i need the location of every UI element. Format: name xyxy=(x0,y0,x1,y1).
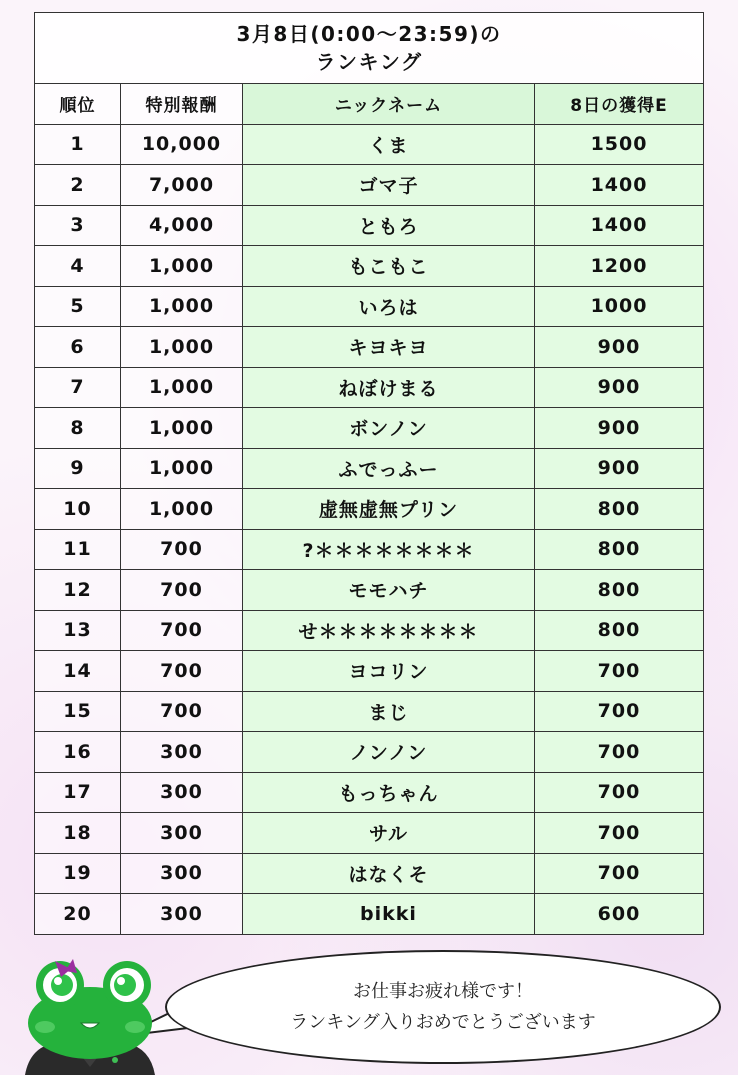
cell-nickname: サル xyxy=(243,813,535,854)
cell-rank: 20 xyxy=(35,894,121,935)
cell-nickname: ふでっふー xyxy=(243,448,535,489)
title-line-2: ランキング xyxy=(315,50,423,74)
title-line-1: 3月8日(0:00～23:59)の xyxy=(236,22,502,46)
table-row xyxy=(35,894,704,935)
cell-earned: 900 xyxy=(535,367,704,408)
cell-nickname: bikki xyxy=(243,894,535,935)
cell-earned: 1500 xyxy=(535,124,704,165)
table-row xyxy=(35,772,704,813)
cell-rank: 2 xyxy=(35,165,121,206)
cell-earned: 700 xyxy=(535,772,704,813)
frog-mascot-icon xyxy=(15,955,165,1075)
cell-earned: 800 xyxy=(535,489,704,530)
cell-earned: 1400 xyxy=(535,165,704,206)
cell-earned: 900 xyxy=(535,448,704,489)
cell-reward: 700 xyxy=(121,610,243,651)
cell-rank: 9 xyxy=(35,448,121,489)
header-nickname: ニックネーム xyxy=(243,84,535,125)
table-row xyxy=(35,732,704,773)
cell-earned: 700 xyxy=(535,732,704,773)
cell-rank: 16 xyxy=(35,732,121,773)
table-row xyxy=(35,853,704,894)
cell-rank: 10 xyxy=(35,489,121,530)
cell-nickname: ノンノン xyxy=(243,732,535,773)
cell-earned: 700 xyxy=(535,813,704,854)
table-row xyxy=(35,367,704,408)
cell-earned: 700 xyxy=(535,691,704,732)
message-line-1: お仕事お疲れ様です！ xyxy=(353,981,533,1002)
table-row xyxy=(35,165,704,206)
cell-nickname: ヨコリン xyxy=(243,651,535,692)
cell-reward: 4,000 xyxy=(121,205,243,246)
cell-rank: 13 xyxy=(35,610,121,651)
cell-nickname: モモハチ xyxy=(243,570,535,611)
cell-nickname: ねぼけまる xyxy=(243,367,535,408)
cell-rank: 11 xyxy=(35,529,121,570)
cell-earned: 1400 xyxy=(535,205,704,246)
cell-earned: 700 xyxy=(535,853,704,894)
cell-nickname: 虚無虚無プリン xyxy=(243,489,535,530)
ranking-table xyxy=(34,12,704,935)
cell-nickname: まじ xyxy=(243,691,535,732)
header-row xyxy=(35,84,704,125)
cell-rank: 8 xyxy=(35,408,121,449)
cell-reward: 300 xyxy=(121,732,243,773)
cell-reward: 1,000 xyxy=(121,448,243,489)
cell-rank: 17 xyxy=(35,772,121,813)
cell-reward: 300 xyxy=(121,813,243,854)
cell-reward: 700 xyxy=(121,691,243,732)
cell-earned: 800 xyxy=(535,610,704,651)
cell-reward: 700 xyxy=(121,570,243,611)
table-title xyxy=(35,13,704,84)
cell-nickname: くま xyxy=(243,124,535,165)
header-rank: 順位 xyxy=(35,84,121,125)
cell-rank: 5 xyxy=(35,286,121,327)
ranking-body xyxy=(35,124,704,934)
cell-earned: 800 xyxy=(535,529,704,570)
table-row xyxy=(35,327,704,368)
table-row xyxy=(35,205,704,246)
cell-earned: 700 xyxy=(535,651,704,692)
cell-reward: 300 xyxy=(121,772,243,813)
cell-reward: 1,000 xyxy=(121,489,243,530)
cell-rank: 4 xyxy=(35,246,121,287)
cell-rank: 12 xyxy=(35,570,121,611)
cell-earned: 1000 xyxy=(535,286,704,327)
cell-earned: 1200 xyxy=(535,246,704,287)
table-row xyxy=(35,448,704,489)
cell-nickname: もっちゃん xyxy=(243,772,535,813)
table-row xyxy=(35,610,704,651)
cell-rank: 6 xyxy=(35,327,121,368)
cell-reward: 7,000 xyxy=(121,165,243,206)
cell-nickname: いろは xyxy=(243,286,535,327)
cell-nickname: もこもこ xyxy=(243,246,535,287)
table-row xyxy=(35,124,704,165)
cell-rank: 1 xyxy=(35,124,121,165)
cell-nickname: キヨキヨ xyxy=(243,327,535,368)
cell-reward: 1,000 xyxy=(121,367,243,408)
cell-rank: 14 xyxy=(35,651,121,692)
table-row xyxy=(35,691,704,732)
cell-nickname: ゴマ子 xyxy=(243,165,535,206)
table-row xyxy=(35,408,704,449)
cell-rank: 7 xyxy=(35,367,121,408)
table-row xyxy=(35,529,704,570)
cell-nickname: ともろ xyxy=(243,205,535,246)
table-row xyxy=(35,489,704,530)
table-row xyxy=(35,651,704,692)
cell-earned: 900 xyxy=(535,327,704,368)
cell-reward: 700 xyxy=(121,529,243,570)
cell-rank: 15 xyxy=(35,691,121,732)
table-row xyxy=(35,246,704,287)
header-earned: 8日の獲得E xyxy=(535,84,704,125)
cell-reward: 1,000 xyxy=(121,286,243,327)
cell-reward: 300 xyxy=(121,894,243,935)
cell-reward: 700 xyxy=(121,651,243,692)
cell-reward: 1,000 xyxy=(121,408,243,449)
message-line-2: ランキング入りおめでとうございます xyxy=(290,1012,596,1033)
table-row xyxy=(35,286,704,327)
header-reward: 特別報酬 xyxy=(121,84,243,125)
cell-rank: 19 xyxy=(35,853,121,894)
speech-text xyxy=(165,976,721,1038)
cell-reward: 1,000 xyxy=(121,327,243,368)
cell-rank: 3 xyxy=(35,205,121,246)
cell-nickname: せ＊＊＊＊＊＊＊＊ xyxy=(243,610,535,651)
cell-nickname: ?＊＊＊＊＊＊＊＊ xyxy=(243,529,535,570)
cell-earned: 800 xyxy=(535,570,704,611)
cell-reward: 10,000 xyxy=(121,124,243,165)
table-row xyxy=(35,570,704,611)
cell-earned: 900 xyxy=(535,408,704,449)
cell-earned: 600 xyxy=(535,894,704,935)
cell-reward: 1,000 xyxy=(121,246,243,287)
cell-rank: 18 xyxy=(35,813,121,854)
cell-nickname: ボンノン xyxy=(243,408,535,449)
cell-nickname: はなくそ xyxy=(243,853,535,894)
cell-reward: 300 xyxy=(121,853,243,894)
table-row xyxy=(35,813,704,854)
